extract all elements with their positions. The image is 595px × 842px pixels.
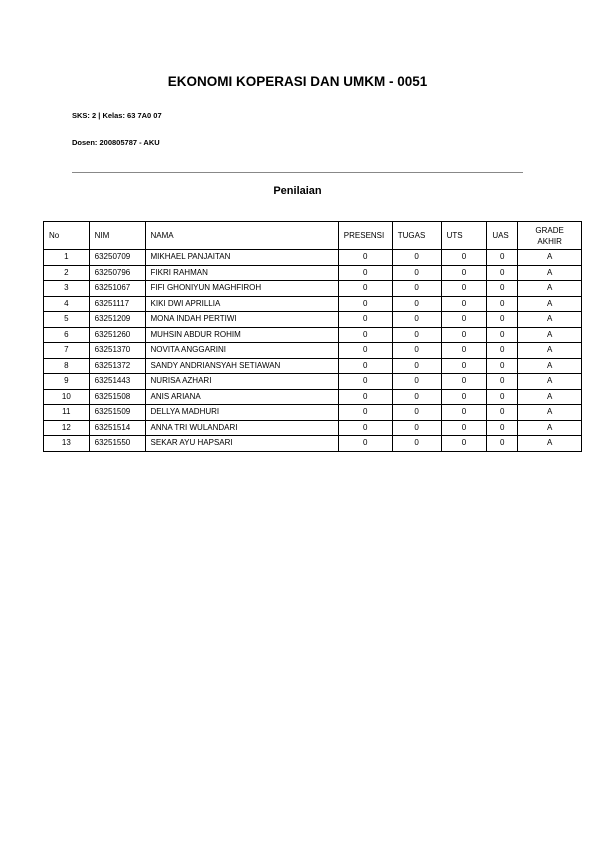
cell-nim: 63251509 <box>89 405 145 421</box>
cell-tugas: 0 <box>392 358 441 374</box>
cell-nim: 63251260 <box>89 327 145 343</box>
cell-presensi: 0 <box>338 265 392 281</box>
cell-presensi: 0 <box>338 343 392 359</box>
cell-uts: 0 <box>441 327 487 343</box>
header-uts: UTS <box>441 222 487 250</box>
cell-tugas: 0 <box>392 436 441 452</box>
cell-nama: DELLYA MADHURI <box>145 405 338 421</box>
cell-tugas: 0 <box>392 389 441 405</box>
cell-grade: A <box>518 250 582 266</box>
cell-tugas: 0 <box>392 374 441 390</box>
cell-nim: 63251370 <box>89 343 145 359</box>
cell-nama: FIKRI RAHMAN <box>145 265 338 281</box>
cell-no: 2 <box>44 265 90 281</box>
cell-nama: NURISA AZHARI <box>145 374 338 390</box>
cell-uts: 0 <box>441 374 487 390</box>
grades-table <box>43 221 582 452</box>
cell-no: 7 <box>44 343 90 359</box>
cell-tugas: 0 <box>392 312 441 328</box>
table-row <box>44 374 582 390</box>
cell-uas: 0 <box>487 358 518 374</box>
cell-uas: 0 <box>487 420 518 436</box>
cell-nim: 63251372 <box>89 358 145 374</box>
cell-no: 11 <box>44 405 90 421</box>
table-row <box>44 327 582 343</box>
header-nama: NAMA <box>145 222 338 250</box>
section-title: Penilaian <box>273 185 322 197</box>
cell-uts: 0 <box>441 312 487 328</box>
header-nim: NIM <box>89 222 145 250</box>
cell-presensi: 0 <box>338 250 392 266</box>
cell-no: 10 <box>44 389 90 405</box>
cell-presensi: 0 <box>338 281 392 297</box>
header-grade-akhir <box>518 222 582 250</box>
cell-nama: ANIS ARIANA <box>145 389 338 405</box>
cell-grade: A <box>518 296 582 312</box>
cell-nama: MUHSIN ABDUR ROHIM <box>145 327 338 343</box>
cell-presensi: 0 <box>338 389 392 405</box>
cell-uas: 0 <box>487 343 518 359</box>
cell-tugas: 0 <box>392 281 441 297</box>
table-row <box>44 405 582 421</box>
cell-no: 3 <box>44 281 90 297</box>
table-row <box>44 436 582 452</box>
cell-grade: A <box>518 374 582 390</box>
cell-uas: 0 <box>487 281 518 297</box>
cell-uts: 0 <box>441 296 487 312</box>
table-row <box>44 281 582 297</box>
cell-uas: 0 <box>487 436 518 452</box>
cell-nim: 63251550 <box>89 436 145 452</box>
cell-tugas: 0 <box>392 250 441 266</box>
cell-no: 8 <box>44 358 90 374</box>
cell-no: 5 <box>44 312 90 328</box>
cell-uas: 0 <box>487 405 518 421</box>
cell-grade: A <box>518 281 582 297</box>
cell-nama: SEKAR AYU HAPSARI <box>145 436 338 452</box>
cell-no: 1 <box>44 250 90 266</box>
cell-nama: FIFI GHONIYUN MAGHFIROH <box>145 281 338 297</box>
cell-uas: 0 <box>487 312 518 328</box>
header-tugas: TUGAS <box>392 222 441 250</box>
cell-grade: A <box>518 436 582 452</box>
cell-nama: MIKHAEL PANJAITAN <box>145 250 338 266</box>
cell-presensi: 0 <box>338 358 392 374</box>
header-grade-line1: GRADE <box>535 225 564 235</box>
cell-tugas: 0 <box>392 420 441 436</box>
cell-grade: A <box>518 405 582 421</box>
table-row <box>44 250 582 266</box>
cell-no: 4 <box>44 296 90 312</box>
cell-grade: A <box>518 420 582 436</box>
cell-uas: 0 <box>487 389 518 405</box>
cell-no: 12 <box>44 420 90 436</box>
dosen-line: Dosen: 200805787 - AKU <box>72 138 160 147</box>
header-no: No <box>44 222 90 250</box>
cell-grade: A <box>518 343 582 359</box>
cell-nim: 63250796 <box>89 265 145 281</box>
cell-presensi: 0 <box>338 327 392 343</box>
cell-tugas: 0 <box>392 327 441 343</box>
cell-nama: MONA INDAH PERTIWI <box>145 312 338 328</box>
cell-uts: 0 <box>441 250 487 266</box>
cell-tugas: 0 <box>392 405 441 421</box>
cell-presensi: 0 <box>338 296 392 312</box>
cell-uts: 0 <box>441 405 487 421</box>
cell-tugas: 0 <box>392 296 441 312</box>
cell-uas: 0 <box>487 296 518 312</box>
sks-kelas-line: SKS: 2 | Kelas: 63 7A0 07 <box>72 111 162 120</box>
cell-presensi: 0 <box>338 420 392 436</box>
table-row <box>44 358 582 374</box>
cell-nama: NOVITA ANGGARINI <box>145 343 338 359</box>
document-title: EKONOMI KOPERASI DAN UMKM - 0051 <box>167 74 428 89</box>
cell-uts: 0 <box>441 436 487 452</box>
cell-nim: 63251209 <box>89 312 145 328</box>
cell-grade: A <box>518 358 582 374</box>
cell-presensi: 0 <box>338 312 392 328</box>
cell-grade: A <box>518 327 582 343</box>
cell-presensi: 0 <box>338 405 392 421</box>
divider <box>72 172 523 173</box>
cell-nim: 63251514 <box>89 420 145 436</box>
cell-uts: 0 <box>441 358 487 374</box>
header-presensi: PRESENSI <box>338 222 392 250</box>
cell-uas: 0 <box>487 327 518 343</box>
cell-uas: 0 <box>487 250 518 266</box>
table-row <box>44 420 582 436</box>
cell-grade: A <box>518 265 582 281</box>
cell-uts: 0 <box>441 389 487 405</box>
cell-nama: SANDY ANDRIANSYAH SETIAWAN <box>145 358 338 374</box>
table-row <box>44 343 582 359</box>
header-grade-line2: AKHIR <box>537 236 562 246</box>
cell-no: 6 <box>44 327 90 343</box>
cell-tugas: 0 <box>392 343 441 359</box>
cell-nama: KIKI DWI APRILLIA <box>145 296 338 312</box>
cell-presensi: 0 <box>338 436 392 452</box>
cell-nim: 63251443 <box>89 374 145 390</box>
cell-uts: 0 <box>441 281 487 297</box>
cell-grade: A <box>518 312 582 328</box>
cell-uts: 0 <box>441 343 487 359</box>
table-row <box>44 296 582 312</box>
cell-uas: 0 <box>487 265 518 281</box>
header-uas: UAS <box>487 222 518 250</box>
cell-uas: 0 <box>487 374 518 390</box>
cell-no: 13 <box>44 436 90 452</box>
cell-nim: 63251508 <box>89 389 145 405</box>
cell-tugas: 0 <box>392 265 441 281</box>
cell-presensi: 0 <box>338 374 392 390</box>
cell-uts: 0 <box>441 265 487 281</box>
table-row <box>44 265 582 281</box>
table-header-row <box>44 222 582 250</box>
table-row <box>44 389 582 405</box>
cell-uts: 0 <box>441 420 487 436</box>
cell-nim: 63251117 <box>89 296 145 312</box>
cell-no: 9 <box>44 374 90 390</box>
cell-nim: 63250709 <box>89 250 145 266</box>
cell-nama: ANNA TRI WULANDARI <box>145 420 338 436</box>
table-row <box>44 312 582 328</box>
cell-grade: A <box>518 389 582 405</box>
cell-nim: 63251067 <box>89 281 145 297</box>
